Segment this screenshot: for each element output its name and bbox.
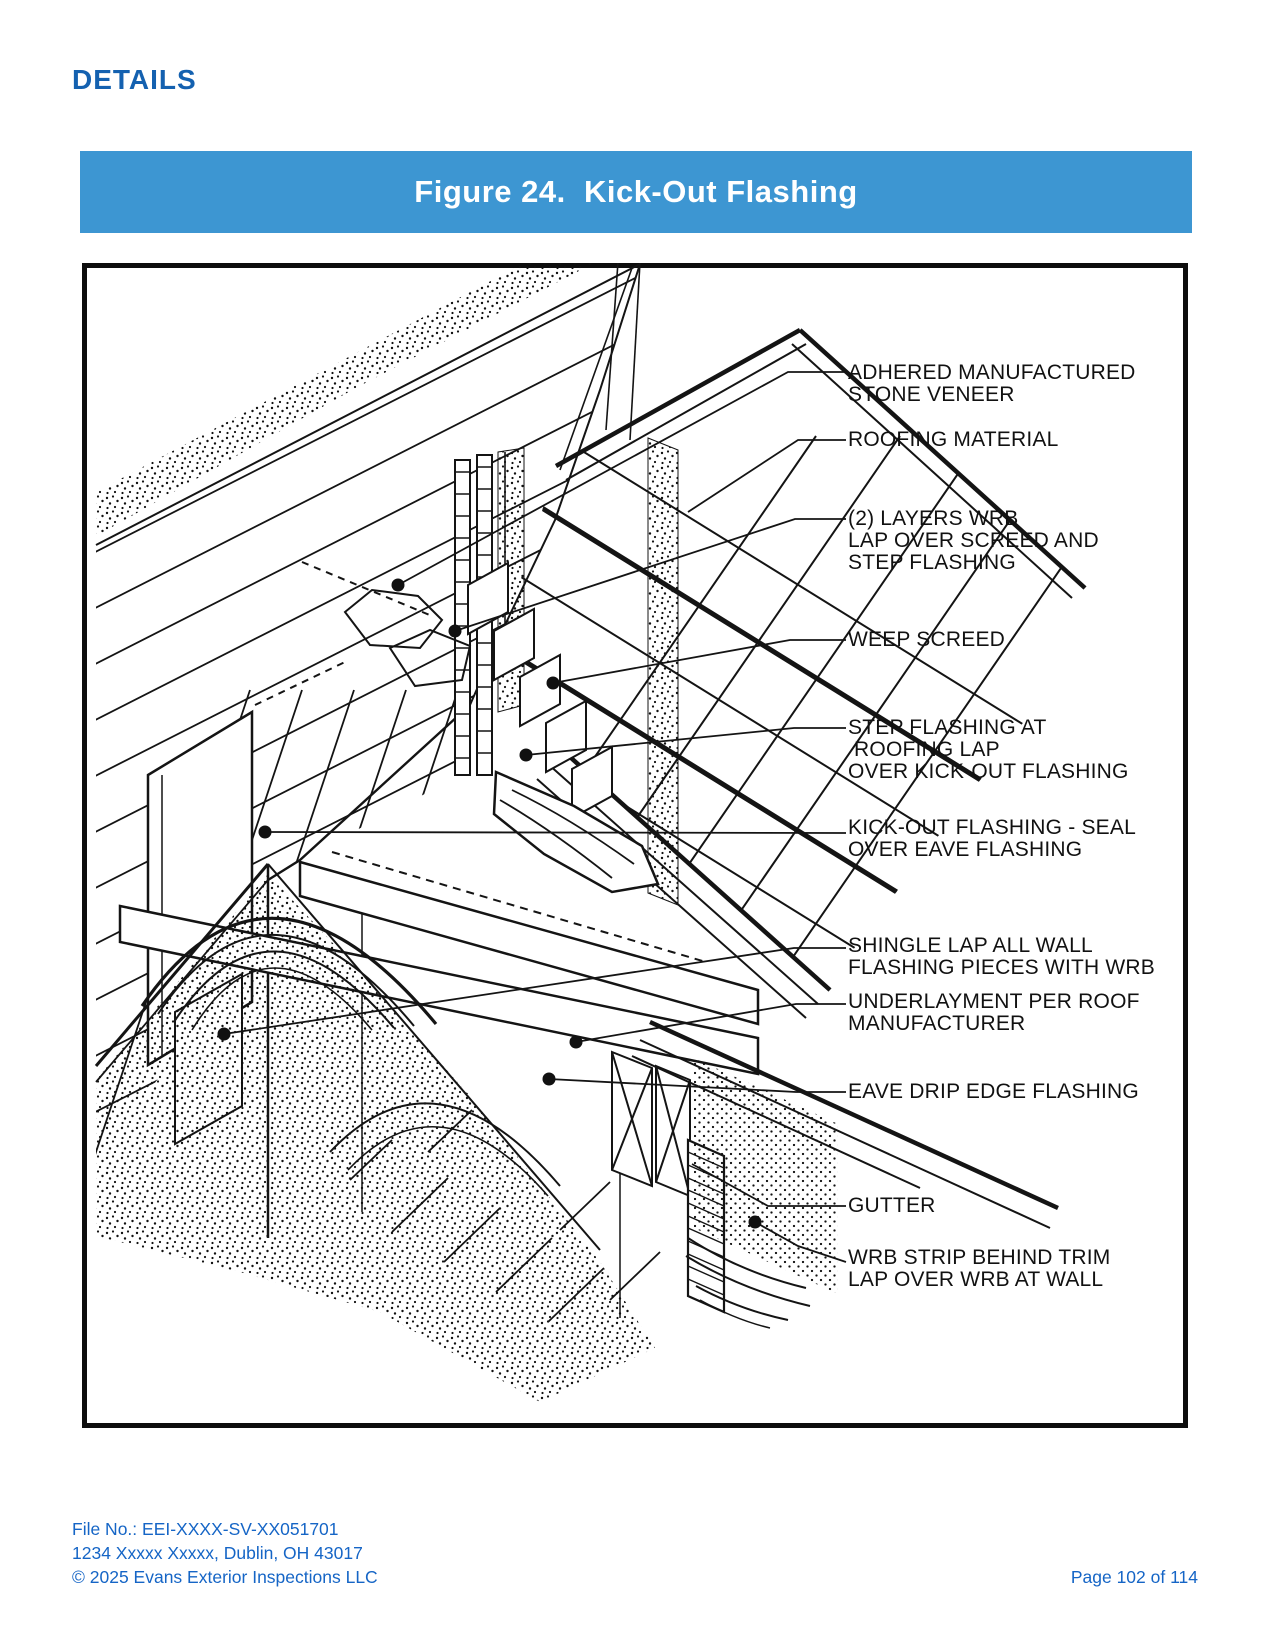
- footer-file-no: File No.: EEI-XXXX-SV-XX051701: [72, 1519, 339, 1539]
- callout-step-flashing: STEP FLASHING AT ROOFING LAP OVER KICK-OUT FLASHING: [848, 716, 1129, 783]
- callout-kick-out-flashing: KICK-OUT FLASHING - SEAL OVER EAVE FLASHING: [848, 816, 1136, 861]
- callout-underlayment: UNDERLAYMENT PER ROOF MANUFACTURER: [848, 990, 1140, 1035]
- callout-stone-veneer: ADHERED MANUFACTURED STONE VENEER: [848, 361, 1136, 406]
- page-title: DETAILS: [72, 64, 197, 95]
- callout-wrb-layers: (2) LAYERS WRB LAP OVER SCREED AND STEP FLASHING: [848, 507, 1099, 574]
- figure-title: Figure 24. Kick-Out Flashing: [414, 174, 858, 209]
- figure-title-banner: [80, 151, 1192, 233]
- callout-weep-screed: WEEP SCREED: [848, 628, 1006, 651]
- callout-shingle-lap: SHINGLE LAP ALL WALL FLASHING PIECES WITH WRB: [848, 934, 1155, 979]
- footer: [72, 1517, 378, 1589]
- callout-wrb-strip: WRB STRIP BEHIND TRIM LAP OVER WRB AT WALL: [848, 1246, 1111, 1291]
- callout-gutter: GUTTER: [848, 1194, 936, 1217]
- page-number: Page 102 of 114: [1070, 1567, 1198, 1587]
- footer-copyright: © 2025 Evans Exterior Inspections LLC: [72, 1567, 378, 1587]
- footer-address: 1234 Xxxxx Xxxxx, Dublin, OH 43017: [72, 1543, 363, 1563]
- callout-eave-drip-edge: EAVE DRIP EDGE FLASHING: [848, 1080, 1139, 1103]
- callout-roofing-material: ROOFING MATERIAL: [848, 428, 1059, 451]
